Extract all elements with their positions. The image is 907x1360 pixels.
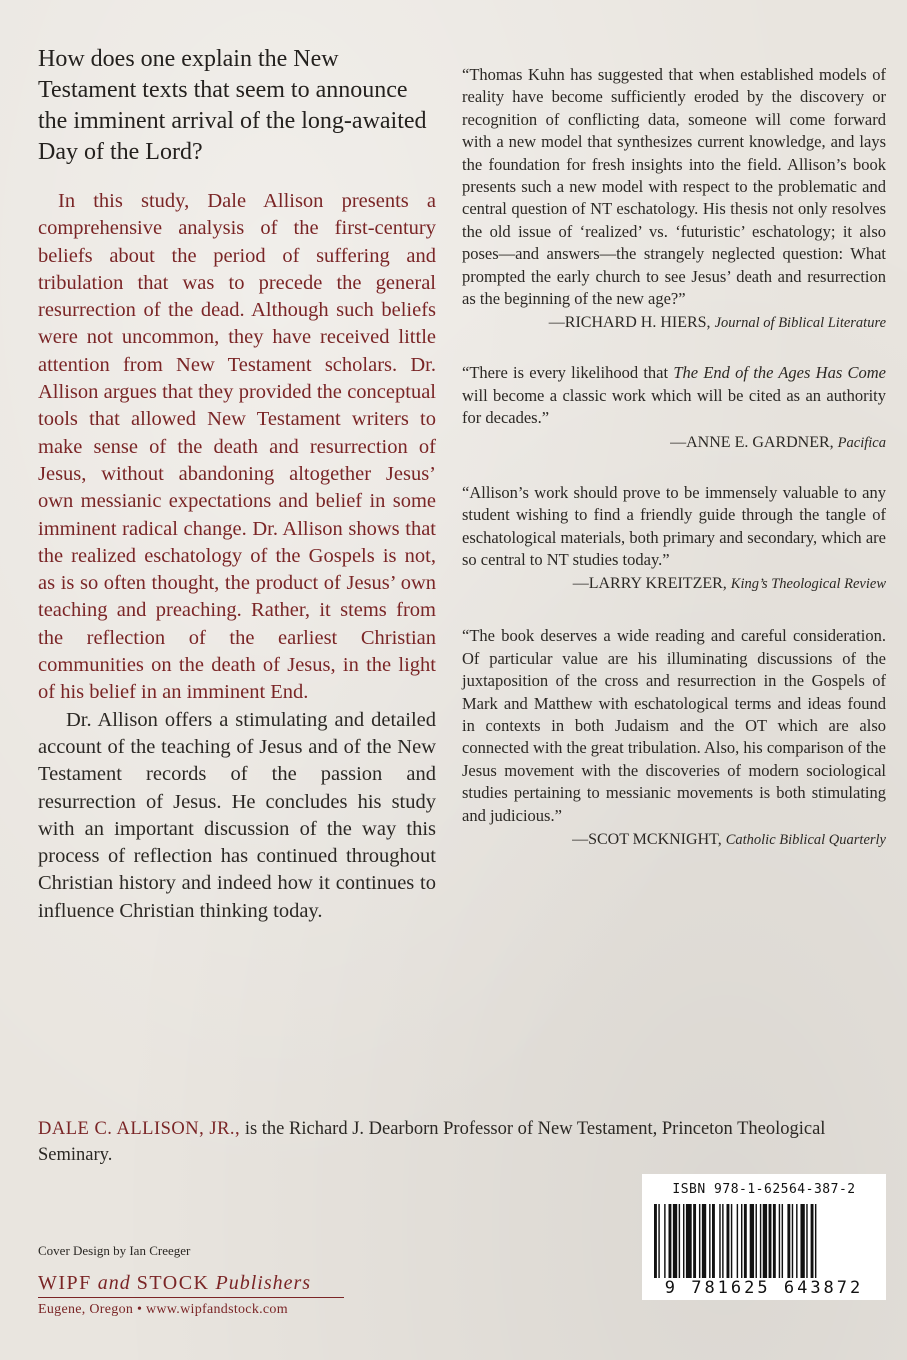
barcode-icon	[654, 1204, 874, 1278]
barcode-bar	[683, 1204, 684, 1278]
lead-question: How does one explain the New Testament texts that seem to announce the imminent arrival of the long-awaited Day of the Lord?	[38, 46, 427, 165]
barcode-bar	[664, 1204, 665, 1278]
review-attribution	[462, 573, 886, 595]
review-text: “Thomas Kuhn has suggested that when established models of reality have become sufficiently eroded by the discovery or recognition of conflicting data, someone will come forward with a new model that synthesizes current knowledge, and lays the foundation for fresh insights into the field. Allison’s book presents such a new model with respect to the problematic and central question of NT eschatology. His thesis not only resolves the old issue of ‘realized’ vs. ‘futuristic’ eschatology; it also poses—and answers—the strangely neglected question: What prompted the early church to see Jesus’ death and resurrection as the beginning of the new age?”	[462, 65, 886, 309]
review-attribution	[462, 312, 886, 334]
barcode-bar	[693, 1204, 696, 1278]
barcode-bar	[769, 1204, 772, 1278]
barcode-box	[642, 1174, 886, 1300]
review	[462, 625, 886, 851]
barcode-bar	[673, 1204, 677, 1278]
barcode-bar	[750, 1204, 754, 1278]
barcode-bar	[719, 1204, 720, 1278]
isbn-label: ISBN 978-1-62564-387-2	[672, 1182, 856, 1197]
publisher-word: STOCK	[136, 1272, 210, 1294]
author-bio	[38, 1116, 898, 1168]
review-text: “The book deserves a wide reading and careful consideration. Of particular value are his illuminating discussions of the juxtaposition of the cross and resurrection in the Gospels of Mark and Matthew with eschatological terms and ideas found in contexts in both Judaism and the OT which are also connected with the great tribulation. Also, his comparison of the Jesus movement with the discoveries of modern sociological studies pertaining to messianic movements is both stimulating and judicious.”	[462, 626, 886, 825]
author-name: DALE C. ALLISON, JR.,	[38, 1119, 241, 1139]
barcode-bar	[679, 1204, 680, 1278]
barcode-bar	[773, 1204, 776, 1278]
publisher-location: Eugene, Oregon • www.wipfandstock.com	[38, 1302, 288, 1317]
review-text-part: “There is every likelihood that	[462, 363, 674, 383]
barcode-bar	[712, 1204, 715, 1278]
left-column	[38, 44, 436, 925]
barcode-bar	[731, 1204, 732, 1278]
barcode-bar	[658, 1204, 659, 1278]
publisher-word: WIPF	[38, 1272, 92, 1294]
barcode-bar	[709, 1204, 710, 1278]
review-text-part: will become a classic work which will be cited as an authority for decades.”	[462, 385, 886, 428]
barcode-bar	[654, 1204, 657, 1278]
barcode-bar	[760, 1204, 761, 1278]
review-text: “Allison’s work should prove to be immensely valuable to any student wishing to find a friendly guide through the tangle of eschatological materials, both primary and secondary, which are so central to NT studies today.”	[462, 482, 886, 569]
review-attribution	[462, 829, 886, 851]
barcode-bar	[741, 1204, 742, 1278]
barcode-bar	[702, 1204, 706, 1278]
barcode-bar	[815, 1204, 816, 1278]
barcode-bar	[792, 1204, 793, 1278]
review-attribution	[462, 432, 886, 454]
barcode-bar	[686, 1204, 692, 1278]
review-author: —LARRY KREITZER,	[572, 575, 727, 593]
barcode-bar	[727, 1204, 730, 1278]
review-author: —RICHARD H. HIERS,	[548, 314, 711, 332]
barcode-bar	[737, 1204, 738, 1278]
barcode-bar	[787, 1204, 790, 1278]
review-publication: Journal of Biblical Literature	[714, 315, 886, 332]
review-publication: Pacifica	[837, 434, 886, 451]
barcode-bar	[782, 1204, 783, 1278]
review	[462, 64, 886, 334]
review-publication: King’s Theological Review	[730, 576, 886, 593]
barcode-bar	[811, 1204, 814, 1278]
barcode-bar	[779, 1204, 780, 1278]
cover-design-credit: Cover Design by Ian Creeger	[38, 1243, 191, 1258]
barcode-bar	[669, 1204, 672, 1278]
review-publication: Catholic Biblical Quarterly	[725, 831, 886, 848]
review-author: —ANNE E. GARDNER,	[670, 433, 834, 451]
review	[462, 482, 886, 596]
barcode-bar	[796, 1204, 797, 1278]
review	[462, 362, 886, 453]
barcode-bar	[763, 1204, 767, 1278]
barcode-bar	[756, 1204, 757, 1278]
review-text	[462, 362, 886, 429]
barcode-bar	[699, 1204, 700, 1278]
barcode-bar	[800, 1204, 804, 1278]
description-black: Dr. Allison offers a stimulating and detailed account of the teaching of Jesus and of the New Testament records of the passion and resurrection of Jesus. He concludes his study with an important discussion of the way this process of reflection has continued throughout Christian history and indeed how it continues to influence Christian thinking today.	[38, 708, 436, 922]
reviews-column	[462, 64, 886, 851]
barcode-digits: 9 781625 643872	[664, 1278, 864, 1298]
author-bio-text: is the Richard J. Dearborn Professor of New Testament, Princeton Theological Seminary.	[38, 1119, 826, 1165]
barcode-bar	[722, 1204, 723, 1278]
publisher-word: and	[91, 1272, 137, 1294]
publisher-word: Publishers	[209, 1272, 312, 1294]
review-author: —SCOT MCKNIGHT,	[572, 830, 722, 848]
description-red: In this study, Dale Allison presents a comprehensive analysis of the first-century beliefs about the period of suffering and tribulation that was to precede the general resurrection of the dead. Although such beliefs were not uncommon, they have received little attention from New Testament scholars. Dr. Allison argues that they provided the conceptual tools that allowed New Testament writers to make sense of the death and resurrection of Jesus, without abandoning altogether Jesus’ own messianic expectations and belief in some imminent radical change. Dr. Allison shows that the realized eschatology of the Gospels is not, as is so often thought, the product of Jesus’ own teaching and preaching. Rather, it stems from the reflection of the earliest Christian communities on the death of Jesus, in the light of his belief in an imminent End.	[38, 190, 436, 704]
book-title: The End of the Ages Has Come	[673, 363, 887, 383]
barcode-bar	[744, 1204, 747, 1278]
barcode-bar	[806, 1204, 807, 1278]
publisher-logo	[38, 1272, 344, 1298]
